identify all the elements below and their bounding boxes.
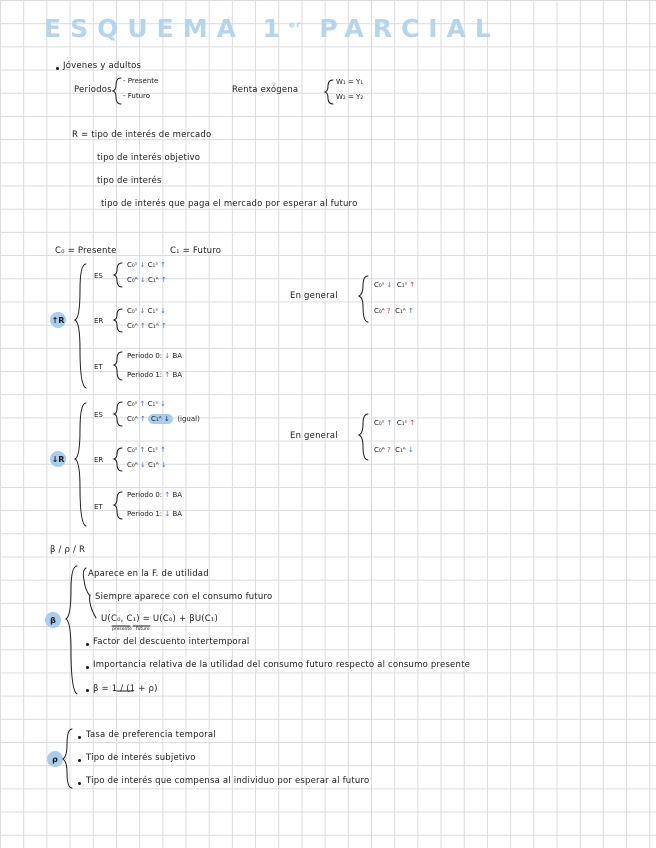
beta-item-1: Aparece en la F. de utilidad [88, 569, 209, 579]
up-et-row-1: Periodo 0: ↓ BA [127, 352, 183, 360]
down-general-label: En general [290, 431, 338, 441]
up-general-row-1: C₀ˢ ↓ C₁ˢ ↑ [374, 281, 416, 289]
page-title: ESQUEMA 1er PARCIAL [44, 14, 500, 43]
down-et-row-2: Periodo 1: ↓ BA [127, 510, 183, 518]
up-es-row-1: C₀ˢ ↓ C₁ˢ ↑ [127, 261, 167, 269]
down-er-label: ER [94, 456, 104, 464]
r-def-1: R = tipo de interés de mercado [72, 130, 212, 140]
greek-header: β / ρ / R [50, 545, 86, 555]
up-general-row-2: C₀ᴬ ? C₁ᴬ ↑ [374, 307, 414, 315]
periods-label: Periodos [74, 85, 112, 95]
down-es-row-1: C₀ˢ ↑ C₁ˢ ↓ [127, 400, 167, 408]
down-r-bubble: ↓R [50, 451, 66, 467]
down-er-row-1: C₀ˢ ↑ C₁ˢ ↑ [127, 446, 167, 454]
beta-under-left: presente [112, 627, 132, 632]
r-def-2: tipo de interés objetivo [97, 153, 201, 163]
down-es-label: ES [94, 411, 103, 419]
rho-bubble: ρ [47, 751, 63, 767]
beta-item-6: β = 1 / (1 + ρ) [93, 684, 158, 694]
beta-item-4: Factor del descuento intertemporal [93, 637, 250, 647]
r-def-4: tipo de interés que paga el mercado por esperar al futuro [101, 199, 358, 209]
down-general-row-2: C₀ᴬ ? C₁ᴬ ↓ [374, 446, 414, 454]
rent-label: Renta exógena [232, 85, 299, 95]
rho-item-2: Tipo de interés subjetivo [86, 753, 196, 763]
highlighted-term: C₁ᴬ ↓ [148, 414, 173, 424]
beta-under-right: futuro [136, 627, 150, 632]
up-es-row-2: C₀ᴬ ↓ C₁ᴬ ↑ [127, 276, 167, 284]
c1-label: C₁ = Futuro [170, 246, 222, 256]
up-et-row-2: Periodo 1: ↑ BA [127, 371, 183, 379]
up-es-label: ES [94, 272, 103, 280]
beta-item-3: U(C₀, C₁) = U(C₀) + βU(C₁) [101, 614, 219, 624]
down-es-row-2: C₀ᴬ ↑ C₁ᴬ ↓ (igual) [127, 415, 200, 423]
c0-label: C₀ = Presente [55, 246, 117, 256]
intro-bullet-text: Jóvenes y adultos [63, 61, 142, 71]
down-general-row-1: C₀ˢ ↑ C₁ˢ ↑ [374, 419, 416, 427]
up-er-row-1: C₀ˢ ↓ C₁ˢ ↓ [127, 307, 167, 315]
rent-w2: W₂ = Y₂ [336, 93, 364, 101]
up-er-row-2: C₀ᴬ ↑ C₁ᴬ ↑ [127, 322, 167, 330]
down-er-row-2: C₀ᴬ ↓ C₁ᴬ ↓ [127, 461, 167, 469]
up-et-label: ET [94, 363, 103, 371]
period-present: - Presente [123, 77, 159, 85]
up-general-label: En general [290, 291, 338, 301]
rho-item-1: Tasa de preferencia temporal [86, 730, 216, 740]
down-et-label: ET [94, 503, 103, 511]
up-er-label: ER [94, 317, 104, 325]
rho-item-3: Tipo de interés que compensa al individuo por esperar al futuro [86, 776, 370, 786]
period-future: - Futuro [123, 92, 151, 100]
beta-item-2: Siempre aparece con el consumo futuro [95, 592, 273, 602]
r-def-3: tipo de interés [97, 176, 162, 186]
up-r-bubble: ↑R [50, 312, 66, 328]
rent-w1: W₁ = Y₁ [336, 78, 364, 86]
beta-item-5: Importancia relativa de la utilidad del consumo futuro respecto al consumo presente [93, 660, 471, 670]
beta-bubble: β [45, 612, 61, 628]
down-et-row-1: Periodo 0: ↑ BA [127, 491, 183, 499]
